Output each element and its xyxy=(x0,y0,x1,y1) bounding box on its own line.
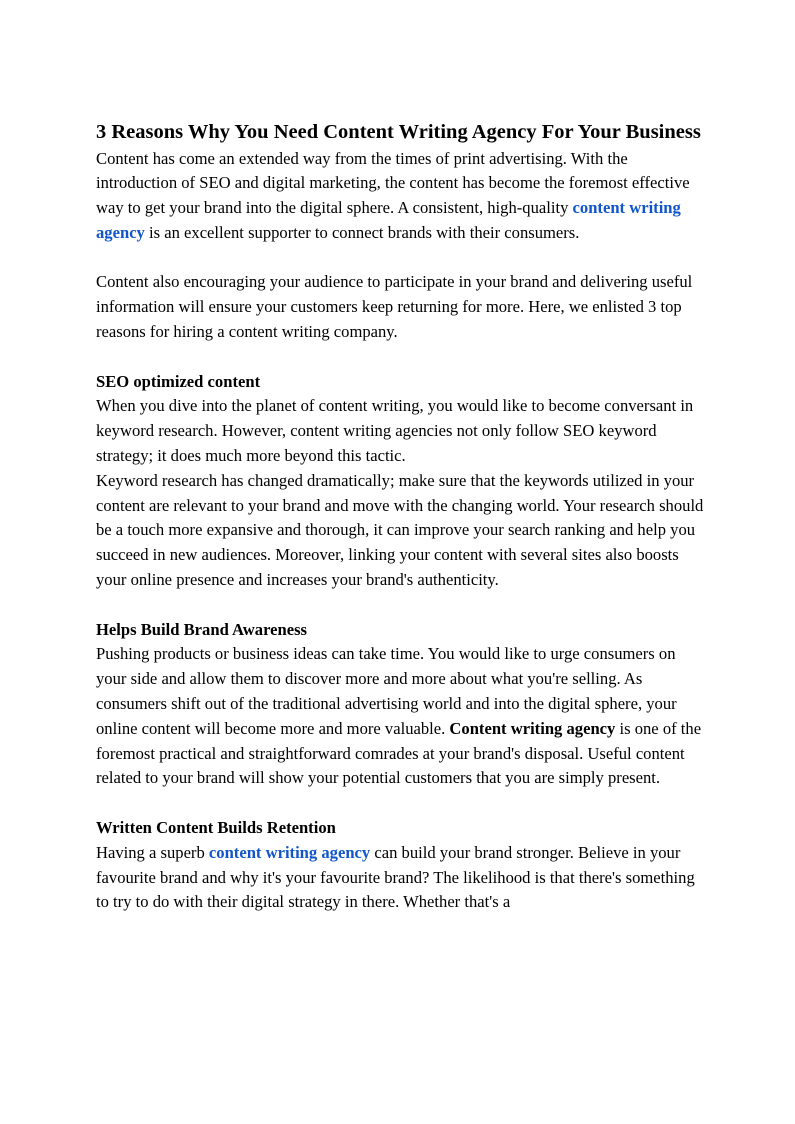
intro-paragraph-1 xyxy=(96,147,704,246)
paragraph-gap xyxy=(96,345,704,370)
paragraph-gap xyxy=(96,791,704,816)
intro-text-after-link: is an excellent supporter to connect brands with their consumers. xyxy=(144,222,580,242)
paragraph-gap xyxy=(96,246,704,271)
retention-text-after-link: can build your brand stronger. Believe in your favourite brand and why it's your favourite brand? The likelihood is that there's something to try to do with their digital strategy in there. Whether that's a xyxy=(96,842,695,912)
brand-text-after-bold: is one of the foremost practical and straightforward comrades at your brand's disposal. Useful content related to your brand will show your potential customers that you are simply present. xyxy=(96,718,702,788)
intro-paragraph-2: Content also encouraging your audience to participate in your brand and delivering useful information will ensure your customers keep returning for more. Here, we enlisted 3 top reasons for hiring a content writing company. xyxy=(96,272,693,342)
section-heading-retention: Written Content Builds Retention xyxy=(96,818,336,838)
brand-text-before-bold: Pushing products or business ideas can take time. You would like to urge consumers on your side and allow them to discover more and more about what you're selling. As consumers shift out of the traditional advertising world and into the digital sphere, your online content will become more and more valuable. xyxy=(96,644,677,738)
section-heading-brand-awareness: Helps Build Brand Awareness xyxy=(96,619,308,639)
retention-paragraph xyxy=(96,841,704,915)
seo-paragraph-1: When you dive into the planet of content writing, you would like to become conversant in keyword research. However, content writing agencies not only follow SEO keyword strategy; it does much more beyond this tactic. xyxy=(96,396,694,466)
paragraph-gap xyxy=(96,593,704,618)
intro-text-before-link: Content has come an extended way from the times of print advertising. With the introduction of SEO and digital marketing, the content has become the foremost effective way to get your brand into the digital sphere. A consistent, high-quality xyxy=(96,148,690,218)
brand-awareness-paragraph xyxy=(96,642,704,791)
section-heading-seo: SEO optimized content xyxy=(96,371,261,391)
article-title: 3 Reasons Why You Need Content Writing Agency For Your Business xyxy=(96,121,701,143)
retention-text-before-link: Having a superb xyxy=(96,842,209,862)
brand-bold-phrase: Content writing agency xyxy=(449,718,616,738)
seo-paragraph-2: Keyword research has changed dramatically; make sure that the keywords utilized in your content are relevant to your brand and move with the changing world. Your research should be a touch more expansive and thorough, it can improve your search ranking and help you succeed in new audiences. Moreover, linking your content with several sites also boosts your online presence and increases your brand's authenticity. xyxy=(96,470,704,590)
document-page xyxy=(96,119,704,915)
content-writing-agency-link[interactable]: content writing agency xyxy=(96,198,681,242)
content-writing-agency-link-2[interactable]: content writing agency xyxy=(208,842,371,862)
